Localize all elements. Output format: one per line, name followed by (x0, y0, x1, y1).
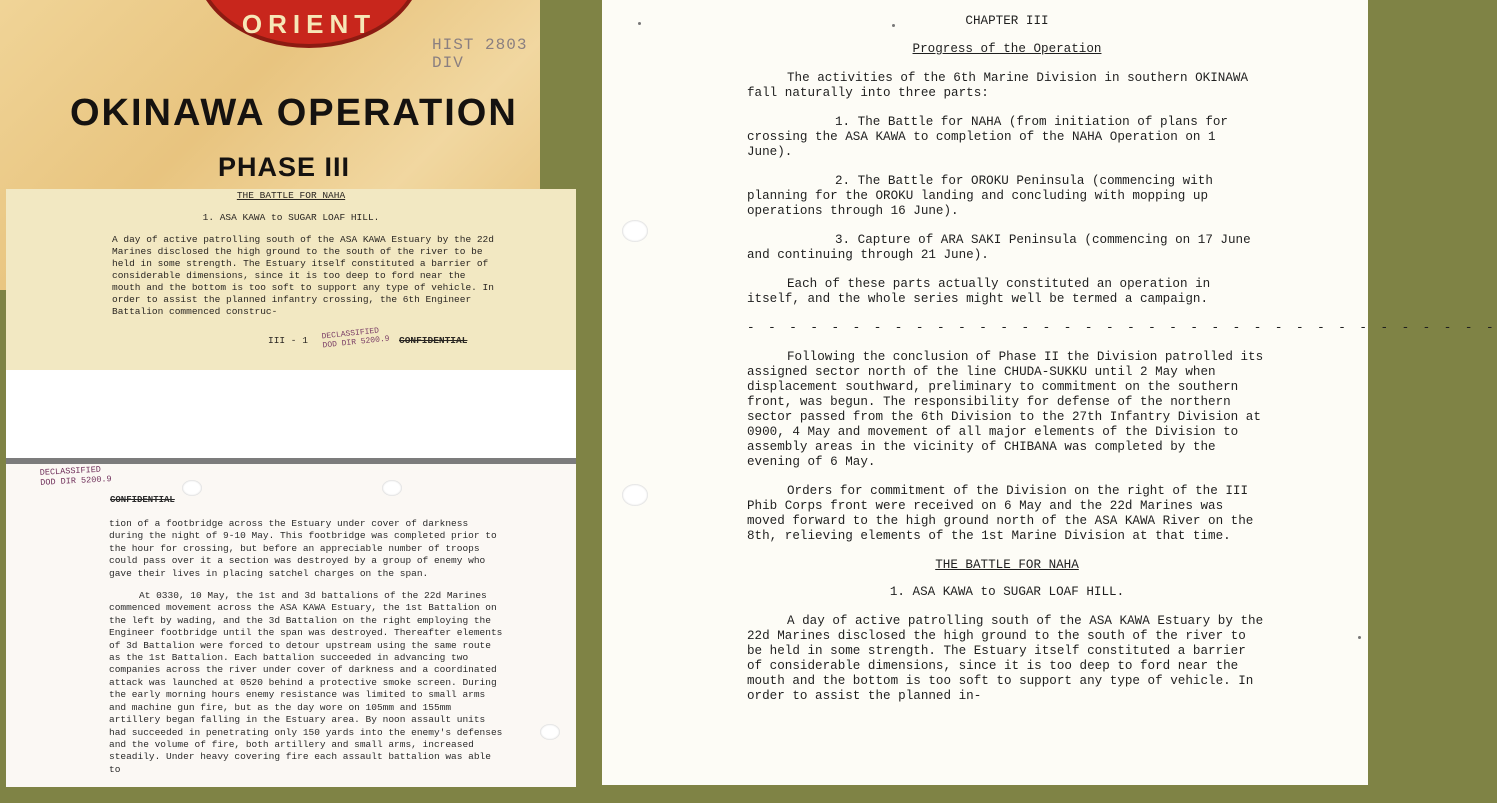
confidential-mark: CONFIDENTIAL (110, 495, 175, 505)
part-item: 1. The Battle for NAHA (from initiation of plans for crossing the ASA KAWA to completion of the NAHA Operation on 1 June). (747, 115, 1228, 159)
seal-text: ORIENT (241, 9, 377, 39)
division-seal (195, 0, 423, 48)
section-heading: THE BATTLE FOR NAHA (935, 558, 1079, 572)
punch-hole (182, 480, 202, 496)
punch-hole (622, 484, 648, 506)
separator-line: - - - - - - - - - - - - - - - - - - - - - - - - - - - - - - - - - - - - (747, 321, 1497, 335)
cover-title: OKINAWA OPERATION (70, 92, 518, 134)
section-subheading: 1. ASA KAWA to SUGAR LOAF HILL. (889, 585, 1125, 599)
section-paragraph: A day of active patrolling south of the ASA KAWA Estuary by the 22d Marines disclosed the high ground to the south of the river to be held in some strength. The Estuary itself constituted a barrier of considerable dimensions, since it is too deep to ford near the mouth and the bottom is too soft to support any type of vehicle. In order to assist the planned infantry crossing, the 6th Engineer Battalion commenced construc- (112, 234, 494, 317)
body-paragraph: At 0330, 10 May, the 1st and 3d battalions of the 22d Marines commenced movement across the ASA KAWA Estuary, the 1st Battalion on the left by wading, and the 3d Battalion on the right employing the Engineer footbridge until the span was destroyed. Thereafter elements of 3d Battalion were forced to detour upstream using the same route as the 1st Battalion. Each battalion succeeded in advancing two companies across the river under cover of darkness and a coordinated attack was launched at 0520 behind a protective smoke screen. During the early morning hours enemy resistance was limited to small arms and machine gun fire, but as the day wore on 105mm and 155mm artillery began falling in the Estuary area. By noon assault units had succeeded in penetrating only 150 yards into the enemy's defenses and the volume of fire, both artillery and small arms, increased steadily. Under heavy covering fire each assault battalion was able to (109, 590, 503, 775)
body-paragraph: Following the conclusion of Phase II the Division patrolled its assigned sector north of the line CHUDA-SUKKU until 2 May when displacement southward, preliminary to commitment on the southern front, was begun. The responsibility for defense of the northern sector passed from the 6th Division to the 27th Infantry Division at 0900, 4 May and movement of all major elements of the Division to assembly areas in the vicinity of CHIBANA was completed by the evening of 6 May. (747, 350, 1264, 469)
chapter-title: Progress of the Operation (912, 42, 1102, 56)
declassified-stamp: DECLASSIFIED DOD DIR 5200.9 (321, 326, 390, 351)
body-paragraph: Orders for commitment of the Division on the right of the III Phib Corps front were received on 6 May and the 22d Marines was moved forward to the high ground north of the ASA KAWA River on the 8th, relieving elements of the 1st Marine Division at that time. (747, 484, 1254, 543)
page-number: III - 1 (268, 335, 308, 346)
paper-speck (1358, 636, 1361, 639)
punch-hole (540, 724, 560, 740)
page-body (109, 518, 504, 786)
page-fragment-top (6, 189, 576, 370)
punch-hole (622, 220, 648, 242)
part-item: 2. The Battle for OROKU Peninsula (commencing with planning for the OROKU landing and concluding with mopping up operations through 16 June). (747, 174, 1213, 218)
declassified-stamp: DECLASSIFIED DOD DIR 5200.9 (39, 464, 112, 488)
confidential-mark: CONFIDENTIAL (399, 335, 468, 346)
section-heading: THE BATTLE FOR NAHA (236, 190, 346, 201)
part-item: 3. Capture of ARA SAKI Peninsula (commencing on 17 June and continuing through 21 June). (747, 233, 1251, 262)
section-subheading: 1. ASA KAWA to SUGAR LOAF HILL. (202, 212, 380, 223)
archive-stamp: HIST 2803 DIV (432, 36, 528, 72)
summary-paragraph: Each of these parts actually constituted an operation in itself, and the whole series might well be termed a campaign. (747, 277, 1211, 306)
intro-paragraph: The activities of the 6th Marine Division in southern OKINAWA fall naturally into three parts: (747, 71, 1249, 100)
body-paragraph: A day of active patrolling south of the ASA KAWA Estuary by the 22d Marines disclosed the high ground to the south of the river to be held in some strength. The Estuary itself constituted a barrier of considerable dimensions, since it is too deep to ford near the mouth and the bottom is too soft to support any type of vehicle. In order to assist the planned in- (747, 614, 1264, 703)
blank-gap (6, 370, 576, 458)
cover-phase: PHASE III (218, 152, 351, 182)
paper-speck (638, 22, 641, 25)
page-footer (268, 326, 568, 369)
chapter-content (747, 14, 1497, 704)
body-paragraph: tion of a footbridge across the Estuary under cover of darkness during the night of 9-10 May. This footbridge was completed prior to the hour for crossing, but before an appreciable number of troops could pass over it a section was destroyed by a group of enemy who gave their lives in placing satchel charges on the span. (109, 518, 497, 579)
punch-hole (382, 480, 402, 496)
page-fragment-bottom (6, 464, 576, 787)
chapter-page (602, 0, 1497, 785)
chapter-number: CHAPTER III (965, 14, 1049, 28)
